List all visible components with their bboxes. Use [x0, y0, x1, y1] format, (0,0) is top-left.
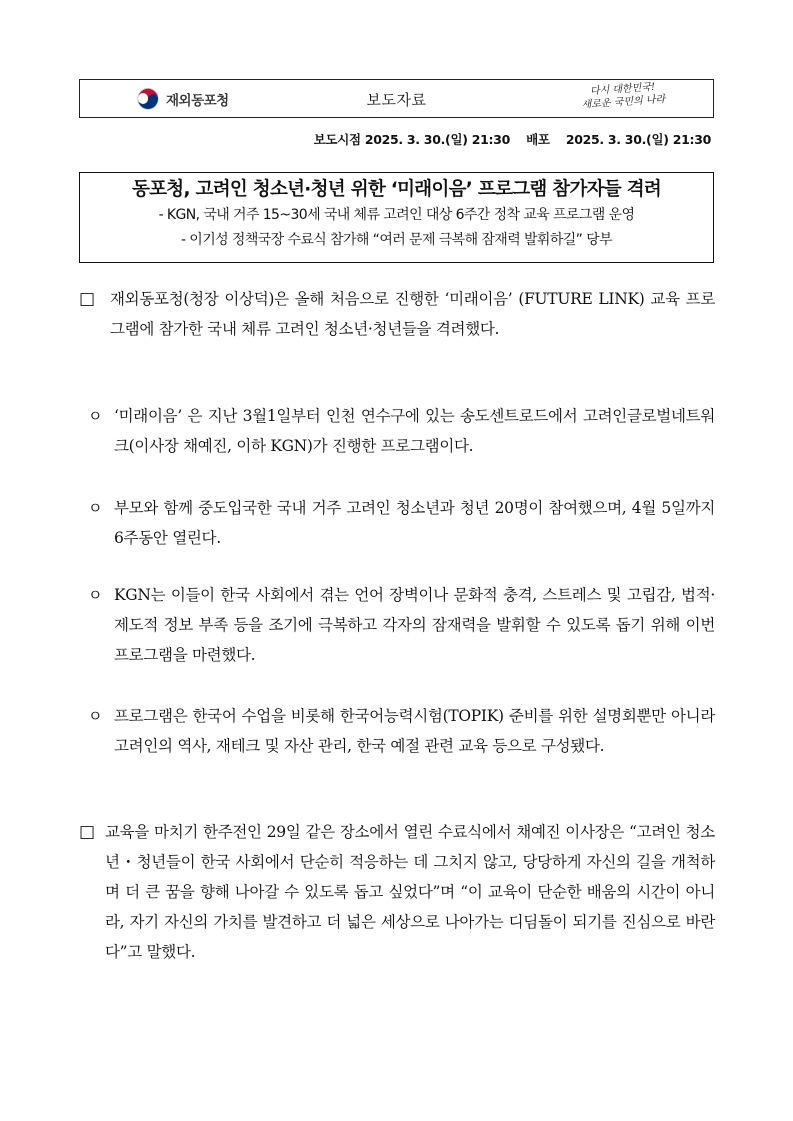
header-box	[79, 79, 714, 118]
bullet-1: ‘미래이음’ 은 지난 3월1일부터 인천 연수구에 있는 송도센트로드에서 고려인글로벌네트워크(이사장 채예진, 이하 KGN)가 진행한 프로그램이다.	[114, 407, 715, 455]
bullet-2: 부모와 함께 중도입국한 국내 거주 고려인 청소년과 청년 20명이 참여했으며, 4월 5일까지 6주동안 열린다.	[114, 499, 715, 547]
slogan-line-2: 새로운 국민의 나라	[581, 94, 666, 111]
bullet-marker: ㅇ	[88, 586, 103, 604]
bullet-3: KGN는 이들이 한국 사회에서 겪는 언어 장벽이나 문화적 충격, 스트레스 및 고립감, 법적·제도적 정보 부족 등을 조기에 극복하고 각자의 잠재력을 발휘할 수 있도록 돕기 위해 이번 프로그램을 마련했다.	[114, 586, 715, 664]
paragraph-1: 재외동포청(청장 이상덕)은 올해 처음으로 진행한 ‘미래이음’ (FUTURE LINK) 교육 프로그램에 참가한 국내 체류 고려인 청소년·청년들을 격려했다.	[110, 290, 715, 338]
distribute-time: 2025. 3. 30.(일) 21:30	[565, 132, 711, 147]
paragraph-marker: □	[79, 289, 96, 309]
bullet-marker: ㅇ	[88, 499, 103, 517]
slogan-line-1: 다시 대한민국!	[589, 81, 656, 98]
headline-box	[79, 172, 714, 263]
paragraph-marker: □	[79, 822, 96, 842]
paragraph-2: 교육을 마치기 한주전인 29일 같은 장소에서 열린 수료식에서 채예진 이사장은 “고려인 청소년・청년들이 한국 사회에서 단순히 적응하는 데 그치지 않고, 당당하게 자신의 길을 개척하며 더 큰 꿈을 향해 나아갈 수 있도록 돕고 싶었다”며 “이 교육이 단순한 배움의 시간이 아니라, 자기 자신의 가치를 발견하고 더 넓은 세상으로 나아가는 디딤돌이 되기를 진심으로 바란다”고 말했다.	[105, 823, 715, 961]
bullet-marker: ㅇ	[88, 407, 103, 425]
release-time: 2025. 3. 30.(일) 21:30	[364, 132, 510, 147]
distribute-label: 배포	[526, 132, 550, 147]
headline: 동포청, 고려인 청소년·청년 위한 ‘미래이음’ 프로그램 참가자들 격려	[131, 179, 662, 200]
release-info	[314, 130, 711, 148]
ministry-name: 재외동포청	[166, 93, 229, 109]
doc-type-label: 보도자료	[366, 91, 427, 109]
release-label: 보도시점	[313, 132, 361, 147]
subheadline-1: - KGN, 국내 거주 15~30세 국내 체류 고려인 대상 6주간 정착 교육 프로그램 운영	[158, 207, 635, 223]
bullet-marker: ㅇ	[88, 707, 103, 725]
bullet-4: 프로그램은 한국어 수업을 비롯해 한국어능력시험(TOPIK) 준비를 위한 설명회뿐만 아니라 고려인의 역사, 재테크 및 자산 관리, 한국 예절 관련 교육 등으로 구성됐다.	[114, 707, 715, 755]
subheadline-2: - 이기성 정책국장 수료식 참가해 “여러 문제 극복해 잠재력 발휘하길” 당부	[180, 232, 613, 248]
